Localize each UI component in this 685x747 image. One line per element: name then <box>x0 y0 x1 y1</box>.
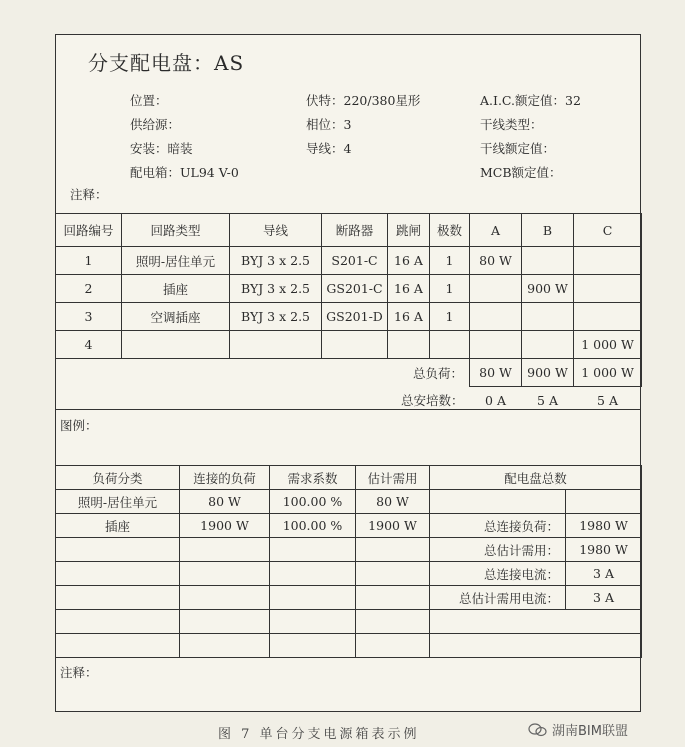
header-circuit-type: 回路类型 <box>122 214 230 247</box>
header-breaker: 断路器 <box>322 214 388 247</box>
cell: 100.00 % <box>270 514 356 538</box>
cell: 80 W <box>180 490 270 514</box>
cell: 1 <box>56 247 122 275</box>
cell: BYJ 3 x 2.5 <box>230 275 322 303</box>
table-row <box>56 562 642 586</box>
header-connected-load: 连接的负荷 <box>180 466 270 490</box>
cell: S201-C <box>322 247 388 275</box>
cell <box>122 331 230 359</box>
location-label: 位置： <box>130 93 168 108</box>
cell <box>180 562 270 586</box>
figure-caption: 图 7 单台分支电源箱表示例 <box>218 727 420 742</box>
total-load-label: 总负荷： <box>56 359 470 387</box>
cell: 照明-居住单元 <box>122 247 230 275</box>
cell <box>270 634 356 658</box>
cell <box>470 275 522 303</box>
header-wire: 导线 <box>230 214 322 247</box>
wechat-icon <box>528 723 548 737</box>
cell <box>230 331 322 359</box>
total-load-b: 900 W <box>522 359 574 387</box>
table-row <box>56 634 642 658</box>
cell <box>430 490 566 514</box>
panel-schedule-sheet <box>55 34 641 712</box>
cell <box>56 634 180 658</box>
cell: 插座 <box>56 514 180 538</box>
wires-label: 导线：4 <box>306 141 352 156</box>
total-estimated-current-label: 总估计需用电流： <box>430 586 566 610</box>
cell <box>356 562 430 586</box>
cell <box>566 490 642 514</box>
cell <box>566 610 642 634</box>
cell <box>356 634 430 658</box>
cell <box>388 331 430 359</box>
cell <box>56 586 180 610</box>
cell: GS201-C <box>322 275 388 303</box>
cell <box>180 538 270 562</box>
load-summary-table <box>55 465 642 658</box>
cell <box>430 610 566 634</box>
header-load-class: 负荷分类 <box>56 466 180 490</box>
cell: 插座 <box>122 275 230 303</box>
cell <box>356 586 430 610</box>
phase-label: 相位：3 <box>306 117 352 132</box>
bottom-note-label: 注释： <box>60 665 98 680</box>
cell <box>470 303 522 331</box>
table-row <box>56 490 642 514</box>
cell <box>430 331 470 359</box>
cell: 空调插座 <box>122 303 230 331</box>
cell: 1900 W <box>356 514 430 538</box>
cell <box>566 634 642 658</box>
aic-rating-label: A.I.C.额定值：32 <box>480 93 581 108</box>
circuit-table <box>55 213 642 414</box>
total-connected-load-label: 总连接负荷： <box>430 514 566 538</box>
total-amps-c: 5 A <box>597 393 618 408</box>
total-load-a: 80 W <box>470 359 522 387</box>
total-amps-a: 0 A <box>485 393 506 408</box>
header-phase-b: B <box>522 214 574 247</box>
circuit-table-header <box>56 214 642 247</box>
cell: 照明-居住单元 <box>56 490 180 514</box>
table-row <box>56 610 642 634</box>
panel-title: 分支配电盘：AS <box>88 51 245 75</box>
watermark <box>528 720 628 739</box>
installation-label: 安装：暗装 <box>130 141 193 156</box>
cell <box>574 275 642 303</box>
cell: 4 <box>56 331 122 359</box>
table-row <box>56 514 642 538</box>
cell: 80 W <box>470 247 522 275</box>
cell: 16 A <box>388 247 430 275</box>
watermark-text: 湖南BIM联盟 <box>552 724 628 739</box>
cell: 1 <box>430 303 470 331</box>
header-panel-totals: 配电盘总数 <box>430 466 642 490</box>
cell: 16 A <box>388 303 430 331</box>
total-amps-b: 5 A <box>537 393 558 408</box>
header-circuit-no: 回路编号 <box>56 214 122 247</box>
cell: 3 <box>56 303 122 331</box>
total-estimated-demand-value: 1980 W <box>566 538 642 562</box>
cell <box>356 610 430 634</box>
cell <box>270 586 356 610</box>
header-demand-factor: 需求系数 <box>270 466 356 490</box>
cell: BYJ 3 x 2.5 <box>230 303 322 331</box>
note-label: 注释： <box>70 187 108 202</box>
cell: 16 A <box>388 275 430 303</box>
header-estimated-demand: 估计需用 <box>356 466 430 490</box>
table-row <box>56 538 642 562</box>
total-estimated-current-value: 3 A <box>566 586 642 610</box>
voltage-label: 伏特：220/380星形 <box>306 93 421 108</box>
total-amps-label: 总安培数： <box>400 393 464 409</box>
supply-source-label: 供给源： <box>130 117 181 132</box>
cell <box>270 610 356 634</box>
cell: 900 W <box>522 275 574 303</box>
mcb-rating-label: MCB额定值： <box>480 165 562 180</box>
total-connected-current-label: 总连接电流： <box>430 562 566 586</box>
legend-label: 图例： <box>60 418 98 433</box>
header-trip: 跳闸 <box>388 214 430 247</box>
total-estimated-demand-label: 总估计需用： <box>430 538 566 562</box>
header-phase-a: A <box>470 214 522 247</box>
cell <box>522 247 574 275</box>
feeder-rating-label: 干线额定值： <box>480 141 556 156</box>
cell <box>56 562 180 586</box>
total-connected-load-value: 1980 W <box>566 514 642 538</box>
cell <box>180 634 270 658</box>
cell: 2 <box>56 275 122 303</box>
table-row <box>56 331 642 359</box>
cell <box>522 303 574 331</box>
cell <box>574 247 642 275</box>
cell: 1 000 W <box>574 331 642 359</box>
table-row <box>56 586 642 610</box>
cell <box>56 610 180 634</box>
cell <box>270 538 356 562</box>
table-row <box>56 275 642 303</box>
cell: 1900 W <box>180 514 270 538</box>
cell <box>574 303 642 331</box>
divider <box>56 409 640 410</box>
feeder-type-label: 干线类型： <box>480 117 543 132</box>
cell: 80 W <box>356 490 430 514</box>
cell <box>522 331 574 359</box>
enclosure-label: 配电箱：UL94 V-0 <box>130 165 239 180</box>
load-summary-header <box>56 466 642 490</box>
table-row <box>56 247 642 275</box>
cell <box>470 331 522 359</box>
cell <box>180 586 270 610</box>
total-load-c: 1 000 W <box>574 359 642 387</box>
header-phase-c: C <box>574 214 642 247</box>
cell <box>180 610 270 634</box>
cell <box>430 634 566 658</box>
total-load-row <box>56 359 642 387</box>
cell <box>356 538 430 562</box>
header-poles: 极数 <box>430 214 470 247</box>
cell: 1 <box>430 247 470 275</box>
cell: 100.00 % <box>270 490 356 514</box>
cell <box>270 562 356 586</box>
cell: BYJ 3 x 2.5 <box>230 247 322 275</box>
cell: 1 <box>430 275 470 303</box>
table-row <box>56 303 642 331</box>
cell: GS201-D <box>322 303 388 331</box>
cell <box>56 538 180 562</box>
cell <box>322 331 388 359</box>
total-connected-current-value: 3 A <box>566 562 642 586</box>
